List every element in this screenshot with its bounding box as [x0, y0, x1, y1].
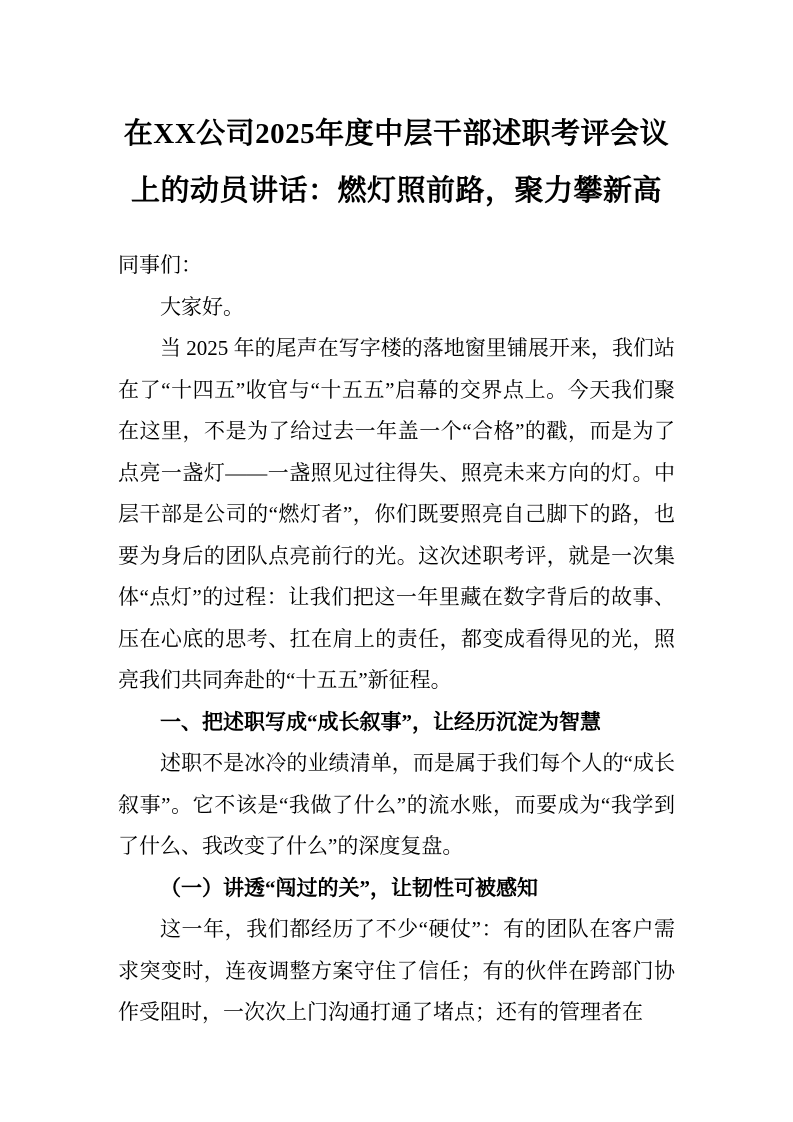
document-title: 在XX公司2025年度中层干部述职考评会议上的动员讲话：燃灯照前路，聚力攀新高	[123, 118, 670, 207]
paragraph-subsection-1-1: 这一年，我们都经历了不少“硬仗”：有的团队在客户需求突变时，连夜调整方案守住了信任；有的伙伴在跨部门协作受阻时，一次次上门沟通打通了堵点；还有的管理者在	[118, 917, 675, 1024]
section-heading-1: 一、把述职写成“成长叙事”，让经历沉淀为智慧	[160, 709, 601, 734]
salutation: 同事们：	[118, 253, 202, 277]
paragraph-section-1: 述职不是冰冷的业绩清单，而是属于我们每个人的“成长叙事”。它不该是“我做了什么”的流水账，而要成为“我学到了什么、我改变了什么”的深度复盘。	[118, 751, 675, 858]
subsection-heading-1-1: （一）讲透“闯过的关”，让韧性可被感知	[160, 875, 538, 900]
greeting-line: 大家好。	[160, 294, 244, 319]
paragraph-intro: 当 2025 年的尾声在写字楼的落地窗里铺展开来，我们站在了“十四五”收官与“十五五”启幕的交界点上。今天我们聚在这里，不是为了给过去一年盖一个“合格”的戳，而是为了点亮一盏灯——一盏照见过往得失、照亮未来方向的灯。中层干部是公司的“燃灯者”，你们既要照亮自己脚下的路，也要为身后的团队点亮前行的光。这次述职考评，就是一次集体“点灯”的过程：让我们把这一年里藏在数字背后的故事、压在心底的思考、扛在肩上的责任，都变成看得见的光，照亮我们共同奔赴的“十五五”新征程。	[118, 336, 675, 692]
